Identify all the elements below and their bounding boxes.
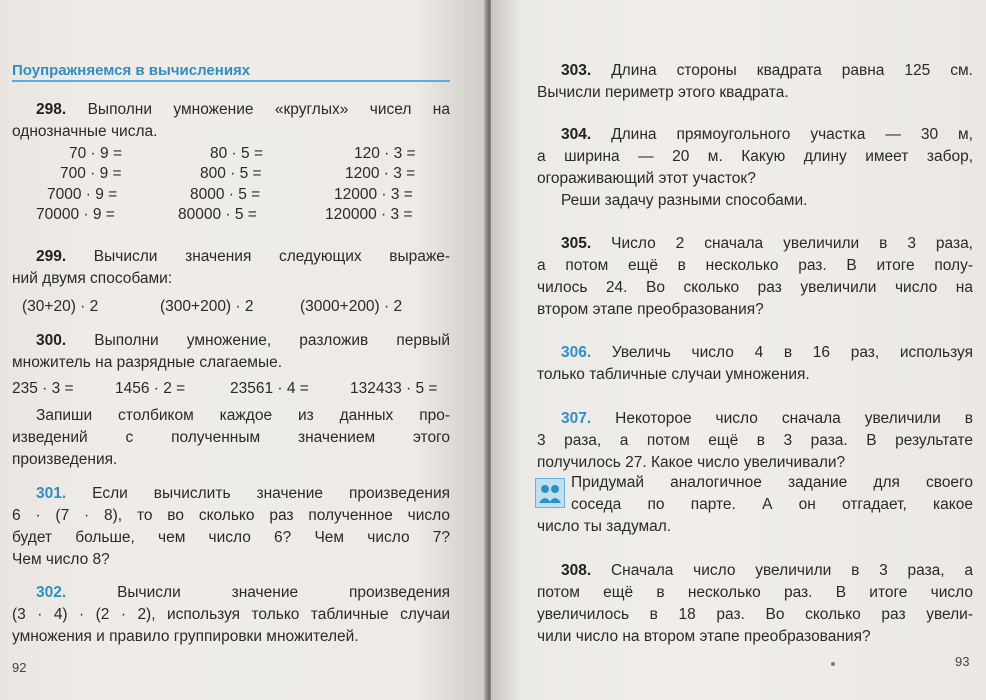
exercise-307-line1: 307. Некоторое число сначала увеличили в <box>561 410 973 427</box>
expression: 800 · 5 = <box>200 165 262 182</box>
expression: 700 · 9 = <box>60 165 122 182</box>
exercise-303-number: 303. <box>561 62 592 79</box>
exercise-307-line2: 3 раза, а потом ещё в 3 раза. В результате <box>537 432 973 449</box>
exercise-300-line4: изведений с полученным значением этого <box>12 429 450 446</box>
expression: 70 · 9 = <box>69 145 122 162</box>
exercise-299-line1: 299. Вычисли значения следующих выраже- <box>36 248 450 265</box>
exercise-305-line1: 305. Число 2 сначала увеличили в 3 раза, <box>561 235 973 252</box>
expression: 1200 · 3 = <box>345 165 416 182</box>
exercise-305-number: 305. <box>561 235 592 252</box>
exercise-298-number: 298. <box>36 101 67 118</box>
exercise-303-line1: 303. Длина стороны квадрата равна 125 см. <box>561 62 973 79</box>
expression: 8000 · 5 = <box>190 186 261 203</box>
exercise-306-number: 306. <box>561 344 592 361</box>
pair-work-icon <box>535 478 565 508</box>
page-number-left: 92 <box>12 660 27 675</box>
page-mark <box>831 662 835 666</box>
exercise-301-line2: 6 · (7 · 8), то во сколько раз полученное число <box>12 507 450 524</box>
exercise-307-line4: Придумай аналогичное задание для своего <box>571 474 973 491</box>
exercise-308-line2: потом ещё в несколько раз. В итоге число <box>537 584 973 601</box>
exercise-301-line3: будет больше, чем число 6? Чем число 7? <box>12 529 450 546</box>
exercise-304-line1: 304. Длина прямоугольного участка — 30 м, <box>561 126 973 143</box>
exercise-305-line2: а потом ещё в несколько раз. В итоге полу- <box>537 257 973 274</box>
exercise-301-number: 301. <box>36 485 67 502</box>
expression: 80 · 5 = <box>210 145 263 162</box>
expression: 70000 · 9 = <box>36 206 115 223</box>
exercise-301-line4: Чем число 8? <box>12 551 110 568</box>
left-page <box>0 0 487 700</box>
expression: 132433 · 5 = <box>350 380 438 397</box>
exercise-302-number: 302. <box>36 584 67 601</box>
exercise-304-line4: Реши задачу разными способами. <box>561 192 808 209</box>
expression: (300+200) · 2 <box>160 298 254 315</box>
exercise-305-line3: чилось 24. Во сколько раз увеличили число на <box>537 279 973 296</box>
exercise-308-line1: 308. Сначала число увеличили в 3 раза, а <box>561 562 974 579</box>
expression: (30+20) · 2 <box>22 298 99 315</box>
section-title: Поупражняемся в вычислениях <box>12 62 450 82</box>
exercise-303-line2: Вычисли периметр этого квадрата. <box>537 84 789 101</box>
expression: 7000 · 9 = <box>47 186 118 203</box>
exercise-307-line3: получилось 27. Какое число увеличивали? <box>537 454 846 471</box>
exercise-300-number: 300. <box>36 332 67 349</box>
exercise-302-line1: 302. Вычисли значение произведения <box>36 584 450 601</box>
exercise-304-line2: а ширина — 20 м. Какую длину имеет забор, <box>537 148 973 165</box>
exercise-307-number: 307. <box>561 410 592 427</box>
exercise-304-number: 304. <box>561 126 592 143</box>
expression: 1456 · 2 = <box>115 380 186 397</box>
exercise-301-line1: 301. Если вычислить значение произведения <box>36 485 450 502</box>
exercise-305-line4: втором этапе преобразования? <box>537 301 764 318</box>
exercise-298-line1: 298. Выполни умножение «круглых» чисел на <box>36 101 450 118</box>
exercise-308-line4: чили число на втором этапе преобразования? <box>537 628 871 645</box>
right-page <box>491 0 986 700</box>
exercise-298-line2: однозначные числа. <box>12 123 158 140</box>
exercise-304-line3: огораживающий этот участок? <box>537 170 756 187</box>
exercise-306-line1: 306. Увеличь число 4 в 16 раз, используя <box>561 344 973 361</box>
exercise-300-line1: 300. Выполни умножение, разложив первый <box>36 332 450 349</box>
expression: 235 · 3 = <box>12 380 74 397</box>
exercise-300-line5: произведения. <box>12 451 118 468</box>
exercise-306-line2: только табличные случаи умножения. <box>537 366 810 383</box>
expression: (3000+200) · 2 <box>300 298 403 315</box>
exercise-302-line2: (3 · 4) · (2 · 2), используя только табличные случаи <box>12 606 450 623</box>
expression: 12000 · 3 = <box>334 186 413 203</box>
exercise-308-line3: увеличилось в 18 раз. Во сколько раз увели- <box>537 606 973 623</box>
exercise-299-number: 299. <box>36 248 67 265</box>
exercise-300-line2: множитель на разрядные слагаемые. <box>12 354 283 371</box>
exercise-308-number: 308. <box>561 562 592 579</box>
page-number-right: 93 <box>955 654 970 669</box>
exercise-299-line2: ний двумя способами: <box>12 270 173 287</box>
expression: 80000 · 5 = <box>178 206 257 223</box>
expression: 23561 · 4 = <box>230 380 309 397</box>
expression: 120000 · 3 = <box>325 206 413 223</box>
exercise-300-line3: Запиши столбиком каждое из данных про- <box>36 407 450 424</box>
expression: 120 · 3 = <box>354 145 416 162</box>
exercise-307-line6: число ты задумал. <box>537 518 672 535</box>
exercise-302-line3: умножения и правило группировки множителей. <box>12 628 359 645</box>
exercise-307-line5: соседа по парте. А он отгадает, какое <box>571 496 973 513</box>
